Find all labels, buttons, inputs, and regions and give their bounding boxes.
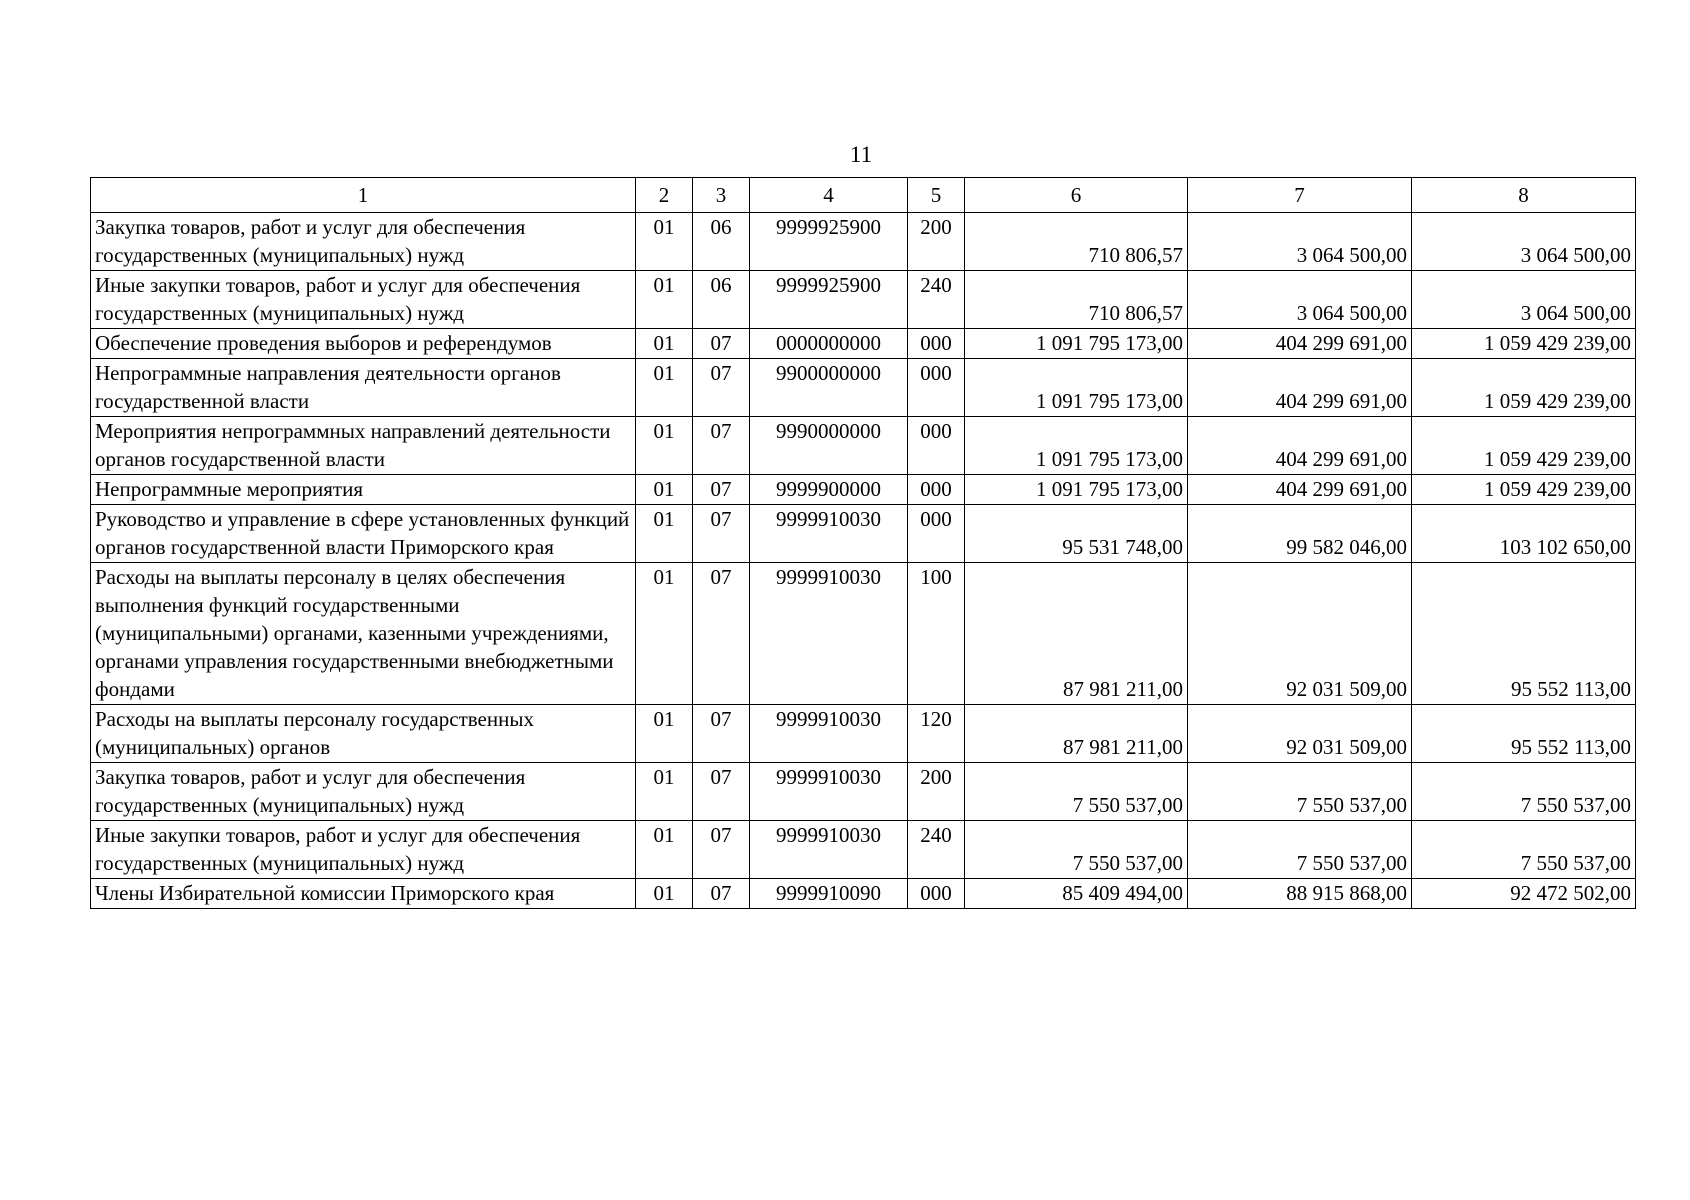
- section-code: 01: [636, 563, 693, 705]
- amount-column-6: 87 981 211,00: [965, 705, 1188, 763]
- subsection-code: 07: [693, 475, 750, 505]
- target-article-code: 9999910090: [750, 879, 908, 909]
- expense-type-code: 000: [908, 505, 965, 563]
- amount-column-6: 710 806,57: [965, 271, 1188, 329]
- amount-column-8: 92 472 502,00: [1412, 879, 1636, 909]
- amount-column-8: 1 059 429 239,00: [1412, 475, 1636, 505]
- expense-type-code: 240: [908, 271, 965, 329]
- budget-table: [90, 177, 1636, 909]
- line-item-name: Руководство и управление в сфере установленных функций органов государственной власти Приморского края: [91, 505, 636, 563]
- amount-column-7: 92 031 509,00: [1188, 705, 1412, 763]
- expense-type-code: 000: [908, 359, 965, 417]
- target-article-code: 9999910030: [750, 821, 908, 879]
- target-article-code: 9900000000: [750, 359, 908, 417]
- expense-type-code: 000: [908, 879, 965, 909]
- section-code: 01: [636, 879, 693, 909]
- subsection-code: 07: [693, 359, 750, 417]
- line-item-name: Члены Избирательной комиссии Приморского края: [91, 879, 636, 909]
- section-code: 01: [636, 475, 693, 505]
- line-item-name: Мероприятия непрограммных направлений деятельности органов государственной власти: [91, 417, 636, 475]
- target-article-code: 9990000000: [750, 417, 908, 475]
- amount-column-6: 1 091 795 173,00: [965, 475, 1188, 505]
- table-row: [91, 359, 1636, 417]
- expense-type-code: 200: [908, 763, 965, 821]
- subsection-code: 07: [693, 821, 750, 879]
- section-code: 01: [636, 505, 693, 563]
- expense-type-code: 000: [908, 475, 965, 505]
- subsection-code: 07: [693, 417, 750, 475]
- line-item-name: Расходы на выплаты персоналу в целях обеспечения выполнения функций государственными (муниципальными) органами, казенными учреждениями, органами управления государственными внебюджетными фондами: [91, 563, 636, 705]
- header-row: [91, 178, 1636, 213]
- subsection-code: 07: [693, 763, 750, 821]
- amount-column-8: 1 059 429 239,00: [1412, 329, 1636, 359]
- amount-column-7: 404 299 691,00: [1188, 359, 1412, 417]
- table-row: [91, 821, 1636, 879]
- table-row: [91, 505, 1636, 563]
- amount-column-7: 92 031 509,00: [1188, 563, 1412, 705]
- amount-column-7: 7 550 537,00: [1188, 763, 1412, 821]
- section-code: 01: [636, 329, 693, 359]
- expense-type-code: 000: [908, 417, 965, 475]
- section-code: 01: [636, 271, 693, 329]
- section-code: 01: [636, 705, 693, 763]
- target-article-code: 9999925900: [750, 213, 908, 271]
- amount-column-7: 3 064 500,00: [1188, 271, 1412, 329]
- section-code: 01: [636, 763, 693, 821]
- amount-column-7: 3 064 500,00: [1188, 213, 1412, 271]
- amount-column-8: 103 102 650,00: [1412, 505, 1636, 563]
- amount-column-8: 7 550 537,00: [1412, 821, 1636, 879]
- target-article-code: 9999910030: [750, 763, 908, 821]
- amount-column-6: 1 091 795 173,00: [965, 359, 1188, 417]
- table-row: [91, 879, 1636, 909]
- subsection-code: 07: [693, 879, 750, 909]
- amount-column-6: 87 981 211,00: [965, 563, 1188, 705]
- target-article-code: 9999910030: [750, 505, 908, 563]
- subsection-code: 07: [693, 329, 750, 359]
- amount-column-6: 1 091 795 173,00: [965, 417, 1188, 475]
- section-code: 01: [636, 213, 693, 271]
- table-row: [91, 417, 1636, 475]
- table-body: [91, 178, 1636, 909]
- amount-column-7: 99 582 046,00: [1188, 505, 1412, 563]
- column-header: 1: [91, 178, 636, 213]
- amount-column-6: 7 550 537,00: [965, 763, 1188, 821]
- amount-column-7: 404 299 691,00: [1188, 475, 1412, 505]
- column-header: 5: [908, 178, 965, 213]
- column-header: 4: [750, 178, 908, 213]
- target-article-code: 9999925900: [750, 271, 908, 329]
- target-article-code: 9999910030: [750, 563, 908, 705]
- expense-type-code: 200: [908, 213, 965, 271]
- amount-column-8: 3 064 500,00: [1412, 213, 1636, 271]
- amount-column-7: 88 915 868,00: [1188, 879, 1412, 909]
- column-header: 3: [693, 178, 750, 213]
- line-item-name: Закупка товаров, работ и услуг для обеспечения государственных (муниципальных) нужд: [91, 213, 636, 271]
- subsection-code: 06: [693, 213, 750, 271]
- table-row: [91, 475, 1636, 505]
- subsection-code: 07: [693, 563, 750, 705]
- column-header: 7: [1188, 178, 1412, 213]
- target-article-code: 0000000000: [750, 329, 908, 359]
- amount-column-7: 404 299 691,00: [1188, 329, 1412, 359]
- subsection-code: 07: [693, 505, 750, 563]
- amount-column-8: 3 064 500,00: [1412, 271, 1636, 329]
- table-row: [91, 213, 1636, 271]
- line-item-name: Непрограммные направления деятельности органов государственной власти: [91, 359, 636, 417]
- amount-column-8: 1 059 429 239,00: [1412, 359, 1636, 417]
- section-code: 01: [636, 821, 693, 879]
- section-code: 01: [636, 417, 693, 475]
- amount-column-8: 7 550 537,00: [1412, 763, 1636, 821]
- subsection-code: 06: [693, 271, 750, 329]
- amount-column-8: 95 552 113,00: [1412, 563, 1636, 705]
- subsection-code: 07: [693, 705, 750, 763]
- table-row: [91, 705, 1636, 763]
- amount-column-6: 710 806,57: [965, 213, 1188, 271]
- target-article-code: 9999900000: [750, 475, 908, 505]
- column-header: 6: [965, 178, 1188, 213]
- expense-type-code: 100: [908, 563, 965, 705]
- amount-column-7: 404 299 691,00: [1188, 417, 1412, 475]
- amount-column-6: 85 409 494,00: [965, 879, 1188, 909]
- amount-column-6: 1 091 795 173,00: [965, 329, 1188, 359]
- table-row: [91, 271, 1636, 329]
- page-number: 11: [849, 142, 873, 167]
- table-row: [91, 329, 1636, 359]
- column-header: 2: [636, 178, 693, 213]
- amount-column-8: 1 059 429 239,00: [1412, 417, 1636, 475]
- amount-column-6: 95 531 748,00: [965, 505, 1188, 563]
- line-item-name: Обеспечение проведения выборов и референдумов: [91, 329, 636, 359]
- line-item-name: Закупка товаров, работ и услуг для обеспечения государственных (муниципальных) нужд: [91, 763, 636, 821]
- expense-type-code: 240: [908, 821, 965, 879]
- column-header: 8: [1412, 178, 1636, 213]
- line-item-name: Иные закупки товаров, работ и услуг для обеспечения государственных (муниципальных) нужд: [91, 271, 636, 329]
- amount-column-7: 7 550 537,00: [1188, 821, 1412, 879]
- table-row: [91, 563, 1636, 705]
- amount-column-8: 95 552 113,00: [1412, 705, 1636, 763]
- section-code: 01: [636, 359, 693, 417]
- line-item-name: Расходы на выплаты персоналу государственных (муниципальных) органов: [91, 705, 636, 763]
- expense-type-code: 000: [908, 329, 965, 359]
- expense-type-code: 120: [908, 705, 965, 763]
- table-row: [91, 763, 1636, 821]
- target-article-code: 9999910030: [750, 705, 908, 763]
- line-item-name: Непрограммные мероприятия: [91, 475, 636, 505]
- amount-column-6: 7 550 537,00: [965, 821, 1188, 879]
- line-item-name: Иные закупки товаров, работ и услуг для обеспечения государственных (муниципальных) нужд: [91, 821, 636, 879]
